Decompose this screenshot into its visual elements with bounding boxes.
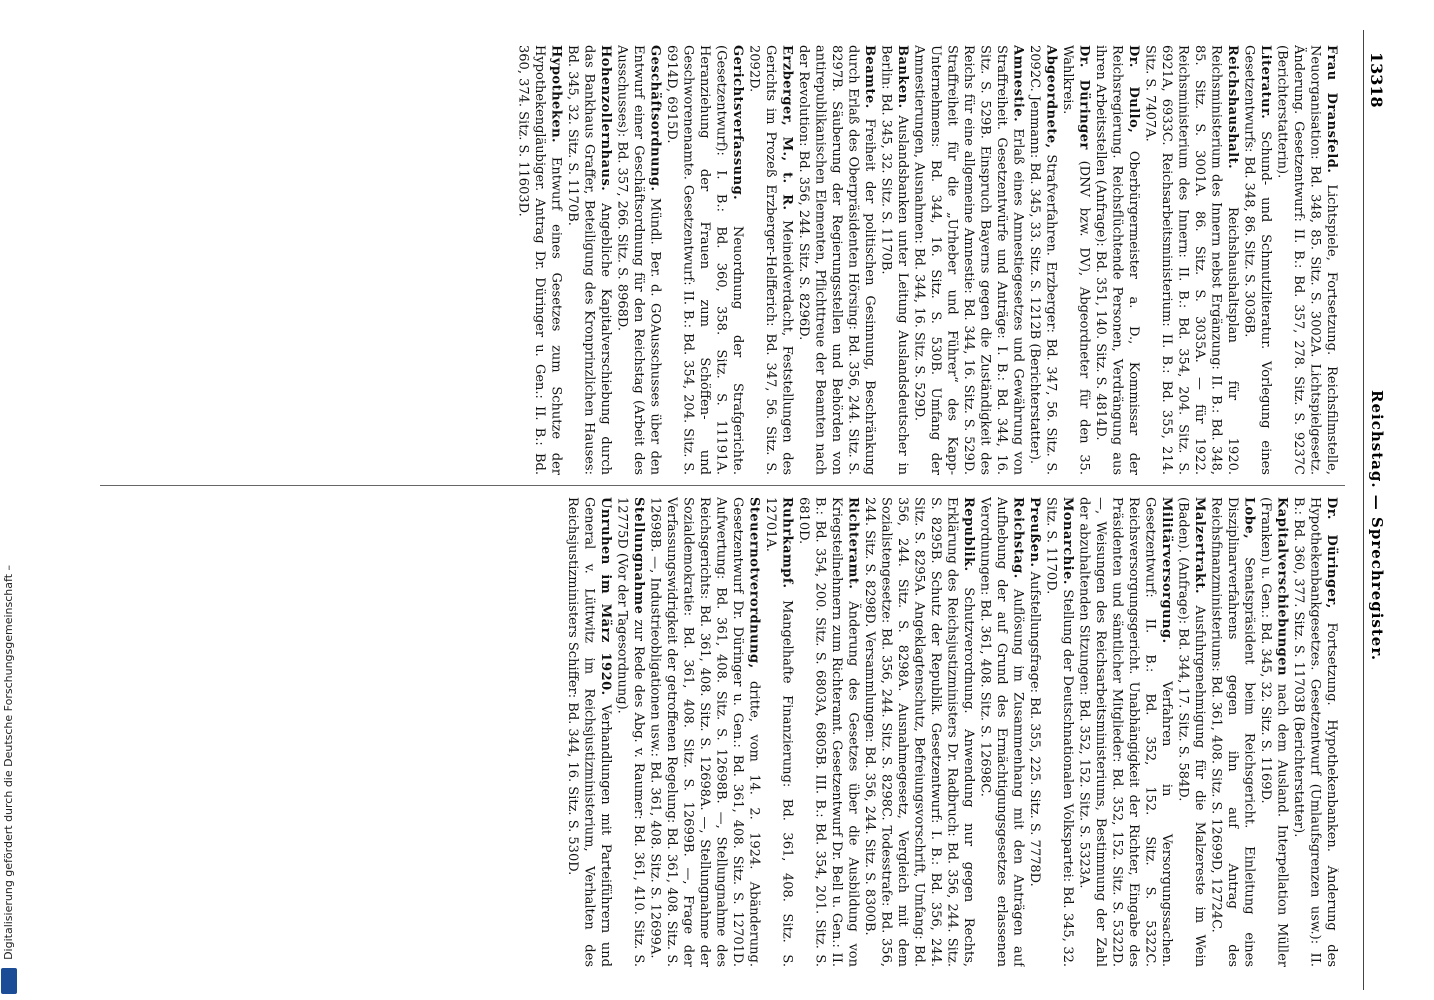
register-entry	[613, 45, 663, 475]
entry-heading: Literatur.	[1258, 45, 1273, 120]
entry-heading: Dr. Düringer	[1076, 45, 1092, 150]
entry-heading: Republik.	[961, 497, 976, 572]
register-entry	[910, 45, 1026, 475]
register-entry	[1174, 497, 1207, 967]
entry-heading: Preußen.	[1027, 497, 1042, 568]
register-entry	[1207, 497, 1257, 967]
register-entry	[1240, 45, 1273, 475]
entry-text: Auflösung im Zusammenhang mit den Anträgen auf Aufhebung der auf Grund des Ermächtigungsgesetzes erlassenen Verordnungen: Bd. 361, 408. Sitz. S. 12698C.	[977, 497, 1026, 967]
register-entry	[646, 497, 762, 967]
entry-heading: Geschäftsordnung.	[647, 45, 663, 192]
entry-text: dritte, vom 14. 2. 1924. Abänderung. Gesetzentwurf Dr. Düringer u. Gen.: Bd. 361, 408. Sitz. S. 12701D. Aufwertung: Bd. 361, 408. Sitz. S. 12698B. —, Stellungnahme des Reichsgerichts: Bd. 361, 408. Sitz. S. 12698A. —, Stellungnahme der Sozialdemokratie: Bd. 361, 408. Sitz. S. 12699B. —, Frage der Verfassungswidrigkeit der getroffenen Regelung: Bd. 361, 408. Sitz. S. 12698B. —, Industrieobligationen usw.: Bd. 361, 408. Sitz. S. 12699A.	[647, 497, 762, 967]
entry-heading: Dr. Düringer,	[1324, 497, 1339, 609]
entry-heading: Reichshaushalt.	[1225, 45, 1240, 170]
entry-text: Lichtspiele, Fortsetzung. Reichsfilmstelle, Neuorganisation: Bd. 348, 85. Sitz. S. 3002A. Lichtspielgesetz. Änderung. Gesetzentwurf: II. B.: Bd. 357, 278. Sitz. S. 9237C (Berichterstatterin).	[1274, 45, 1339, 475]
entry-text: Fortsetzung. Hypothekenbanken. Änderung des Hypothekenbankgesetzes. Gesetzentwurf (Umlaufsgrenzen usw.): II. B.: Bd. 360, 377. Sitz. S. 11703B (Berichterstatter).	[1291, 497, 1339, 967]
entry-text: Auslandsbanken unter Leitung Auslandsdeutscher in Berlin: Bd. 345, 32. Sitz. S. 1170B.	[878, 45, 910, 475]
entry-text: zur Rede des Abg. v. Raumer: Bd. 361, 410. Sitz. S. 12775D (Vor der Tagesordnung).	[614, 497, 646, 967]
register-entry	[663, 45, 746, 475]
entry-heading: Militärversorgung.	[1159, 497, 1174, 644]
entry-text: Stellung der Deutschnationalen Volkspartei: Bd. 345, 32. Sitz. S. 1170D.	[1043, 497, 1075, 967]
entry-text: Verfahren in Versorgungssachen. Gesetzentwurf: II. B.: Bd. 352, 152. Sitz. S. 5322C. Reichsversorgungsgericht. Unabhängigkeit der Richter, Eingabe des Präsidenten und sämtlicher Mitglieder: Bd. 352, 152. Sitz. S. 5322D. —, Weisungen des Reichsarbeitsministeriums, Bestimmung der Zahl der abzuhaltenden Sitzungen: Bd. 352, 152. Sitz. S. 5323A.	[1076, 497, 1174, 967]
register-entry	[1075, 497, 1174, 967]
column-divider	[100, 485, 1345, 486]
entry-text: Strafverfahren. Erzberger: Bd. 347, 56. Sitz. S. 2092C. Jenmann: Bd. 345, 33. Sitz. S. 1212B (Berichterstatter).	[1027, 45, 1059, 475]
entry-text: Schutzverordnung. Anwendung nur gegen Rechts, Erklärung des Reichsjustizministers Dr. Radbruch: Bd. 356, 244. Sitz. S. 8295B. Schutz der Republik. Gesetzentwurf: I. B.: Bd. 356, 244. Sitz. S. 8295A. Angeklagtenschutz, Befreiungsvorschrift, Umfang: Bd. 356, 244. Sitz. S. 8298A. Ausnahmegesetz, Vergleich mit dem Sozialistengesetze: Bd. 356, 244. Sitz. S. 8298C. Todesstrafe: Bd. 356, 244. Sitz. S. 8298D. Versammlungen: Bd. 356, 244. Sitz. S. 8300B.	[862, 497, 976, 967]
entry-heading: Reichstag.	[1010, 497, 1026, 579]
entry-heading: Hypotheken.	[548, 45, 564, 144]
entry-text: Entwurf eines Gesetzes zum Schutze der Hypothekengläubiger. Antrag Dr. Düringer u. Gen.: II. B.: Bd. 360, 374. Sitz. S. 11603D.	[515, 45, 564, 475]
register-entry	[514, 45, 564, 475]
page-header	[1354, 0, 1394, 1000]
entry-text: Änderung des Gesetzes über die Ausbildung von Kriegsteilnehmern zum Richteramt. Gesetzentwurf Dr. Bell u. Gen.: II. B.: Bd. 354, 200. Sitz. S. 6803A, 6805B. III. B.: Bd. 354, 201. Sitz. S. 6810D.	[796, 497, 861, 967]
entry-text: nach dem Ausland. Interpellation Müller (Franken) u. Gen.: Bd. 345, 32. Sitz. S. 1169D.	[1258, 497, 1290, 967]
entry-heading: Ruhrkampf.	[779, 497, 795, 589]
register-entry	[1257, 497, 1290, 967]
entry-heading: Richteramt.	[845, 497, 861, 590]
entry-heading: Gerichtsverfassung.	[730, 45, 745, 201]
register-entry	[745, 45, 795, 475]
entry-text: Ausfuhrgenehmigung für die Malzereste im Wein (Baden). (Anfrage): Bd. 344, 17. Sitz. S. 584D.	[1175, 497, 1207, 967]
entry-heading: Amnestie.	[1010, 45, 1026, 123]
entry-heading: Beamte.	[862, 45, 877, 109]
entry-text: Mündl. Ber. d. GOAusschusses über den Entwurf einer Geschäftsordnung für den Reichstag (Arbeit des Ausschusses): Bd. 357, 266. Sitz. S. 8968D.	[614, 45, 663, 475]
entry-text: Oberbürgermeister a. D., Kommissar der Reichsregierung. Reichsflüchtende Personen, Verdrängung aus ihren Arbeitsstellen (Anfrage): Bd. 351, 140. Sitz. S. 4814D.	[1093, 45, 1141, 475]
page-title: Reichstag. — Sprechregister.	[1368, 390, 1386, 662]
register-entry	[795, 497, 861, 967]
entry-text: Mangelhafte Finanzierung: Bd. 361, 408. Sitz. S. 12701A.	[763, 497, 795, 967]
register-entry	[861, 497, 977, 967]
register-entry	[1290, 497, 1340, 967]
register-entry	[976, 497, 1026, 967]
entry-text: Neuordnung der Strafgerichte. (Gesetzentwurf): I. B.: Bd. 360, 358. Sitz. S. 11191A. Heranziehung der Frauen zum Schöffen- und Geschworenenamte. Gesetzentwurf: II. B.: Bd. 354, 204. Sitz. S. 6914D, 6915D.	[664, 45, 745, 475]
entry-text: Erlaß eines Amnestiegesetzes und Gewährung von Straffreiheit. Gesetzentwürfe und Anträge: I. B.: Bd. 344, 16. Sitz. S. 529B. Einspruch Bayerns gegen die Zuständigkeit des Reichs für eine allgemeine Amnestie: Bd. 344, 16. Sitz. S. 529D. Straffreiheit für die „Urheber und Führer“ des Kapp-Unternehmens: Bd. 344, 16. Sitz. S. 530B. Umfang der Amnestierungen, Ausnahmen: Bd. 344, 16. Sitz. S. 529D.	[911, 45, 1026, 475]
register-entry	[613, 497, 646, 967]
entry-text: Senatspräsident beim Reichsgericht. Einleitung eines Disziplinarverfahrens gegen ihn auf Antrag des Reichsfinanzministeriums: Bd. 361, 408. Sitz. S. 12699D, 12724C.	[1208, 497, 1257, 967]
dfg-logo	[1, 968, 17, 994]
entry-text: Schund- und Schmutzliteratur. Vorlegung eines Gesetzentwurfs: Bd. 348, 86. Sitz. S. 3036B.	[1241, 45, 1273, 475]
funding-note: Digitalisierung gefördert durch die Deutsche Forschungsgemeinschaft –	[2, 565, 15, 960]
register-entry	[564, 45, 614, 475]
entry-text: Freiheit der politischen Gesinnung, Beschränkung durch Erlaß des Oberpräsidenten Hörsing: Bd. 356, 244. Sitz. S. 8297B. Säuberung der Regierungsstellen und Behörden von antirepublikanischen Elementen, Pflichttreue der Beamten nach der Revolution: Bd. 356, 244. Sitz. S. 8296D.	[796, 45, 877, 475]
entry-text: (DNV bzw. DV), Abgeordneter für den 35. Wahlkreis.	[1060, 45, 1092, 475]
entry-heading: Hohenzollernhaus.	[598, 45, 613, 192]
register-column-top	[94, 45, 1339, 475]
entry-heading: Lobe,	[1241, 497, 1257, 540]
header-rule	[1363, 30, 1364, 990]
register-column-bottom	[94, 497, 1339, 967]
register-entry	[1141, 45, 1240, 475]
entry-heading: Frau Dransfeld.	[1324, 45, 1339, 174]
entry-text: Meineidverdacht, Feststellungen des Gerichts im Prozeß Erzberger-Helfferich: Bd. 347, 56. Sitz. S. 2092D.	[746, 45, 795, 475]
entry-heading: Abgeordnete,	[1043, 45, 1059, 149]
entry-text: Aufstellungsfrage: Bd. 355, 225. Sitz. S. 7778D.	[1027, 571, 1042, 887]
register-entry	[877, 45, 910, 475]
entry-heading: Steuernotverordnung,	[746, 497, 762, 669]
entry-heading: Stellungnahme	[631, 497, 646, 615]
register-entry	[1042, 497, 1075, 967]
entry-heading: Unruhen im März 1920.	[598, 497, 613, 696]
entry-heading: Monarchie.	[1060, 497, 1075, 585]
entry-heading: Dr. Dullo,	[1126, 45, 1141, 134]
entry-text: Verhandlungen mit Parteiführern und General v. Lüttwitz im Reichsjustizministerium, Verhalten des Reichsjustizministers Schiffer: Bd. 344, 16. Sitz. S. 530D.	[565, 497, 613, 967]
entry-heading: Malzertrakt.	[1192, 497, 1207, 595]
register-entry	[1026, 45, 1059, 475]
register-entry	[1059, 45, 1092, 475]
page-number: 13318	[1367, 52, 1386, 108]
entry-text: Reichshaushaltsplan für 1920. Reichsministerium des Innern nebst Ergänzung: II. B.: Bd. 348, 85. Sitz. S. 3001A. 86. Sitz. S. 3035A. — für 1922. Reichsministerium des Innern: II. B.: Bd. 354, 204. Sitz. S. 6921A, 6933C. Reichsarbeitsministerium: II. B.: Bd. 355, 214. Sitz. S. 7407A.	[1142, 45, 1240, 475]
register-entry	[564, 497, 614, 967]
entry-text: Angebliche Kapitalverschiebung durch das Bankhaus Graffer, Beteiligung des Kronprinzlichen Hauses: Bd. 345, 32. Sitz. S. 1170B.	[565, 45, 613, 475]
entry-heading: Banken.	[895, 45, 910, 109]
register-entry	[1273, 45, 1339, 475]
register-entry	[1092, 45, 1142, 475]
register-entry	[1026, 497, 1043, 967]
entry-heading: Kapitalverschiebungen	[1274, 497, 1290, 676]
entry-heading: Erzberger, M., t. R.	[779, 45, 795, 211]
register-entry	[795, 45, 878, 475]
register-entry	[762, 497, 795, 967]
